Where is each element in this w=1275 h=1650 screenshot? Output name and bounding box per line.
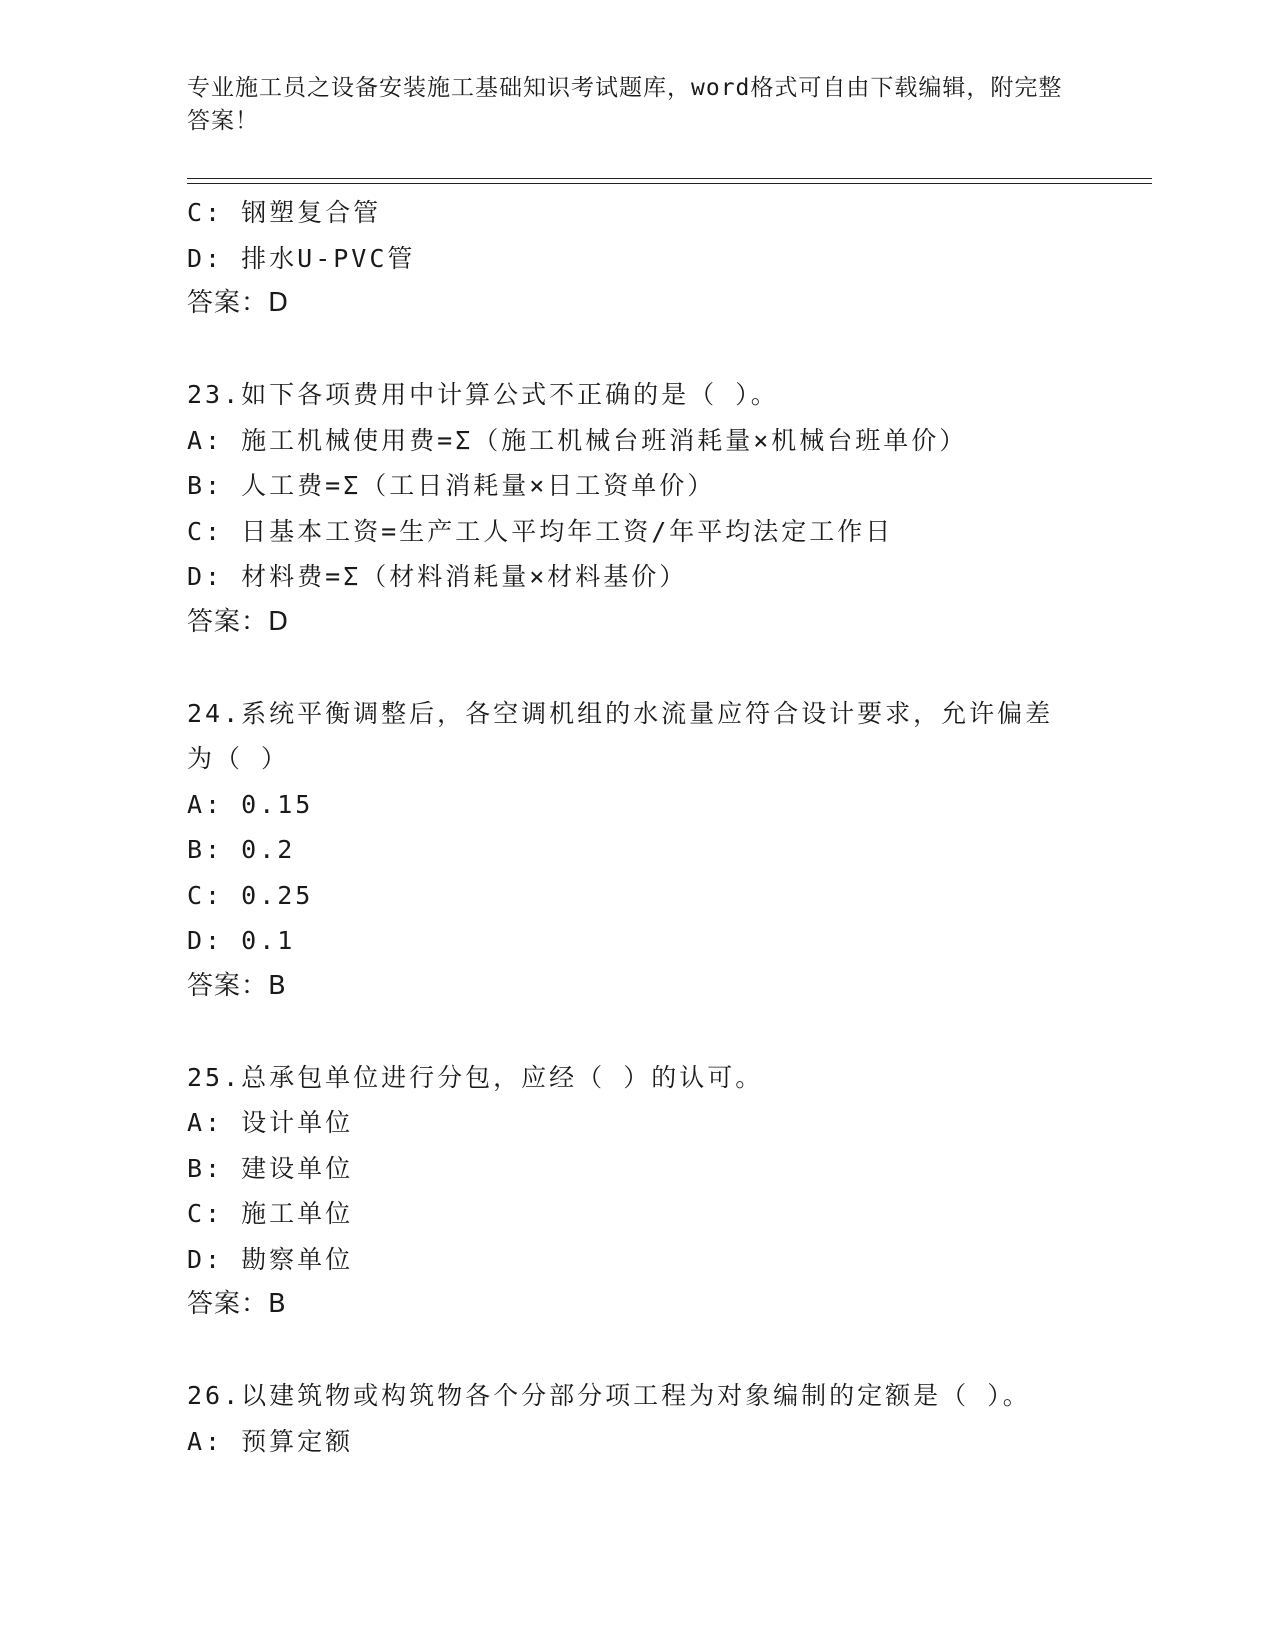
option-c: C: 日基本工资=生产工人平均年工资/年平均法定工作日 [187, 516, 894, 546]
option-d: D: 排水U-PVC管 [187, 243, 416, 273]
question-24-line-1: 24.系统平衡调整后，各空调机组的水流量应符合设计要求，允许偏差 [187, 698, 1054, 728]
option-d: D: 勘察单位 [187, 1244, 354, 1274]
option-c: C: 0.25 [187, 880, 314, 910]
answer-line: 答案：B [187, 1289, 287, 1319]
question-23: 23.如下各项费用中计算公式不正确的是（ ）。 [187, 380, 779, 409]
question-24-line-2: 为（ ） [187, 744, 290, 773]
question-25: 25.总承包单位进行分包，应经（ ）的认可。 [187, 1062, 764, 1092]
option-b: B: 建设单位 [187, 1153, 354, 1183]
spacer [187, 1009, 1087, 1055]
spacer [187, 327, 1087, 373]
option-d: D: 0.1 [187, 926, 296, 955]
header-divider-top [187, 178, 1152, 179]
spacer [187, 1328, 1087, 1374]
question-26: 26.以建筑物或构筑物各个分部分项工程为对象编制的定额是（ ）。 [187, 1381, 1031, 1410]
option-b: B: 0.2 [187, 835, 296, 864]
answer-line: 答案：D [187, 288, 290, 318]
option-a: A: 施工机械使用费=Σ（施工机械台班消耗量×机械台班单价） [187, 425, 968, 455]
option-c: C: 施工单位 [187, 1199, 354, 1228]
document-header: 专业施工员之设备安装施工基础知识考试题库，word格式可自由下载编辑，附完整答案！ [187, 75, 1063, 134]
header-divider-bottom [187, 183, 1152, 184]
question-list [187, 190, 1087, 1464]
option-c: C: 钢塑复合管 [187, 198, 382, 227]
option-d: D: 材料费=Σ（材料消耗量×材料基价） [187, 562, 688, 591]
spacer [187, 645, 1087, 691]
option-a: A: 设计单位 [187, 1108, 354, 1137]
option-b: B: 人工费=Σ（工日消耗量×日工资单价） [187, 471, 716, 500]
option-a: A: 预算定额 [187, 1426, 354, 1456]
option-a: A: 0.15 [187, 789, 314, 819]
answer-line: 答案：B [187, 970, 287, 1001]
answer-line: 答案：D [187, 606, 290, 637]
